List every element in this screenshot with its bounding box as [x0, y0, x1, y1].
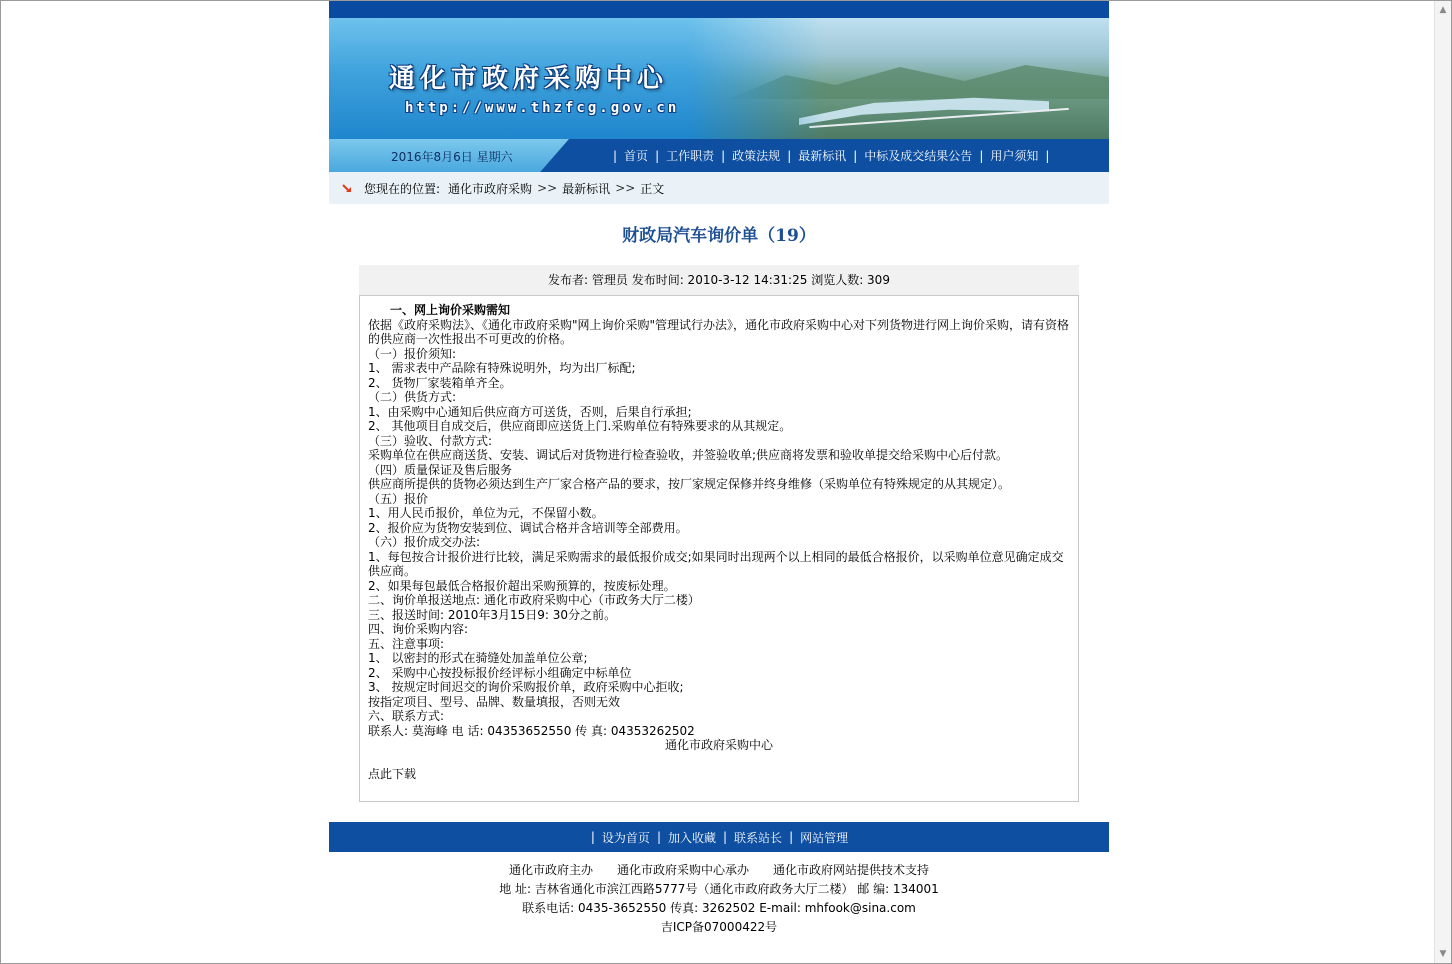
nav-item-policies[interactable]: 政策法规	[732, 149, 781, 163]
page-container	[329, 1, 1109, 937]
breadcrumb-latest[interactable]: 最新标讯	[562, 181, 611, 196]
footer-link-contact[interactable]: 联系站长	[734, 830, 783, 845]
content-line: 采购单位在供应商送货、安装、调试后对货物进行检查验收，并签验收单;供应商将发票和验收单提交给采购中心后付款。	[368, 448, 1009, 462]
arrow-down-right-icon	[342, 183, 352, 193]
content-line: 1、 需求表中产品除有特殊说明外，均为出厂标配;	[368, 361, 636, 375]
nav-separator: |	[787, 148, 792, 163]
site-title: 通化市政府采购中心	[389, 64, 669, 94]
footer-link-favorite[interactable]: 加入收藏	[667, 830, 716, 845]
nav-separator: |	[1045, 148, 1050, 163]
content-line: 联系人: 莫海峰 电 话: 04353652550 传 真: 04353262502	[368, 723, 695, 738]
footer-icp: 吉ICP备07000422号	[660, 920, 778, 934]
content-line: 1、每包按合计报价进行比较，满足采购需求的最低报价成交;如果同时出现两个以上相同的最低合格报价，以采购单位意见确定成交供应商。	[368, 549, 1064, 578]
content-line: 依据《政府采购法》、《通化市政府采购"网上询价采购"管理试行办法》，通化市政府采购中心对下列货物进行网上询价采购，请有资格的供应商一次性报出不可更改的价格。	[368, 317, 1070, 346]
footer-address: 地 址: 吉林省通化市滨江西路5777号（通化市政府政务大厅二楼） 邮 编: 134001	[499, 882, 939, 896]
scroll-down-icon[interactable]: ▼	[1439, 949, 1447, 959]
nav-separator: |	[723, 830, 728, 844]
breadcrumb-separator: >>	[537, 181, 558, 195]
vertical-scrollbar[interactable]	[1434, 1, 1451, 963]
content-line: 2、如果每包最低合格报价超出采购预算的，按废标处理。	[368, 578, 676, 593]
content-line: （五）报价	[368, 491, 429, 506]
content-line: 五、注意事项:	[368, 636, 445, 651]
nav-item-user-guide[interactable]: 用户须知	[990, 149, 1039, 163]
site-url: http://www.thzfcg.gov.cn	[405, 100, 680, 116]
content-line: 六、联系方式:	[368, 709, 445, 723]
content-line: 二、询价单报送地点: 通化市政府采购中心（市政务大厅二楼）	[368, 593, 700, 607]
mountain-shape	[729, 59, 1109, 99]
nav-separator: |	[656, 830, 661, 844]
content-line: （一）报价须知:	[368, 346, 457, 361]
footer-contact: 联系电话: 0435-3652550 传真: 3262502 E-mail: mhfook@sina.com	[522, 901, 916, 915]
breadcrumb	[329, 172, 1109, 204]
content-line: 2、 其他项目自成交后，供应商即应送货上门.采购单位有特殊要求的从其规定。	[368, 419, 792, 433]
nav-item-latest-bids[interactable]: 最新标讯	[798, 149, 847, 163]
content-line: 按指定项目、型号、品牌、数量填报，否则无效	[368, 694, 621, 709]
spacer	[368, 753, 1070, 767]
section-heading: 一、网上询价采购需知	[390, 303, 511, 317]
nav-separator: |	[590, 830, 595, 844]
nav-separator: |	[613, 148, 618, 163]
content-line: 2、 货物厂家装箱单齐全。	[368, 375, 512, 390]
content-line: （二）供货方式:	[368, 390, 457, 404]
download-link[interactable]: 点此下载	[368, 766, 417, 781]
current-date: 2016年8月6日 星期六	[391, 150, 513, 164]
breadcrumb-home[interactable]: 通化市政府采购	[448, 181, 533, 196]
footer-nav	[329, 822, 1109, 852]
content-line: （四）质量保证及售后服务	[368, 462, 513, 477]
content-line: 2、 采购中心按投标报价经评标小组确定中标单位	[368, 665, 632, 680]
nav-separator: |	[853, 148, 858, 163]
nav-separator: |	[789, 830, 794, 844]
nav-separator: |	[979, 148, 984, 163]
article-title: 财政局汽车询价单（19）	[622, 226, 816, 246]
header-banner	[329, 18, 1109, 139]
scroll-up-icon[interactable]: ▲	[1439, 5, 1447, 15]
content-line: 1、由采购中心通知后供应商方可送货，否则，后果自行承担;	[368, 404, 692, 419]
footer-link-set-home[interactable]: 设为首页	[601, 830, 650, 845]
city-photo	[689, 18, 1109, 139]
nav-separator: |	[655, 148, 660, 163]
main-nav	[329, 139, 1109, 172]
nav-item-home[interactable]: 首页	[624, 149, 649, 163]
article-meta: 发布者: 管理员 发布时间: 2010-3-12 14:31:25 浏览人数: 309	[359, 265, 1079, 295]
content-line: （六）报价成交办法:	[368, 535, 481, 549]
nav-item-results[interactable]: 中标及成交结果公告	[864, 149, 973, 163]
top-strip	[329, 1, 1109, 18]
footer-info	[329, 861, 1109, 937]
content-line: 三、报送时间: 2010年3月15日9: 30分之前。	[368, 607, 617, 622]
content-line: 供应商所提供的货物必须达到生产厂家合格产品的要求，按厂家规定保修并终身维修（采购单位有特殊规定的从其规定）。	[368, 477, 1011, 491]
article-content	[359, 295, 1079, 802]
content-line: 3、 按规定时间迟交的询价采购报价单，政府采购中心拒收;	[368, 680, 684, 694]
breadcrumb-label: 您现在的位置:	[364, 181, 441, 196]
nav-menu	[609, 139, 1053, 172]
content-line: 1、 以密封的形式在骑缝处加盖单位公章;	[368, 651, 588, 665]
breadcrumb-separator: >>	[615, 181, 636, 195]
content-line: 2、报价应为货物安装到位、调试合格并含培训等全部费用。	[368, 520, 688, 535]
footer-sponsor: 通化市政府主办 通化市政府采购中心承办 通化市政府网站提供技术支持	[508, 863, 929, 877]
signature: 通化市政府采购中心	[664, 738, 773, 752]
content-line: 四、询价采购内容:	[368, 622, 469, 636]
breadcrumb-current: 正文	[640, 181, 665, 196]
content-line: 1、用人民币报价，单位为元，不保留小数。	[368, 506, 604, 520]
footer-link-admin[interactable]: 网站管理	[800, 830, 849, 845]
content-line: （三）验收、付款方式:	[368, 433, 493, 448]
nav-separator: |	[721, 148, 726, 163]
nav-item-duties[interactable]: 工作职责	[666, 149, 715, 163]
